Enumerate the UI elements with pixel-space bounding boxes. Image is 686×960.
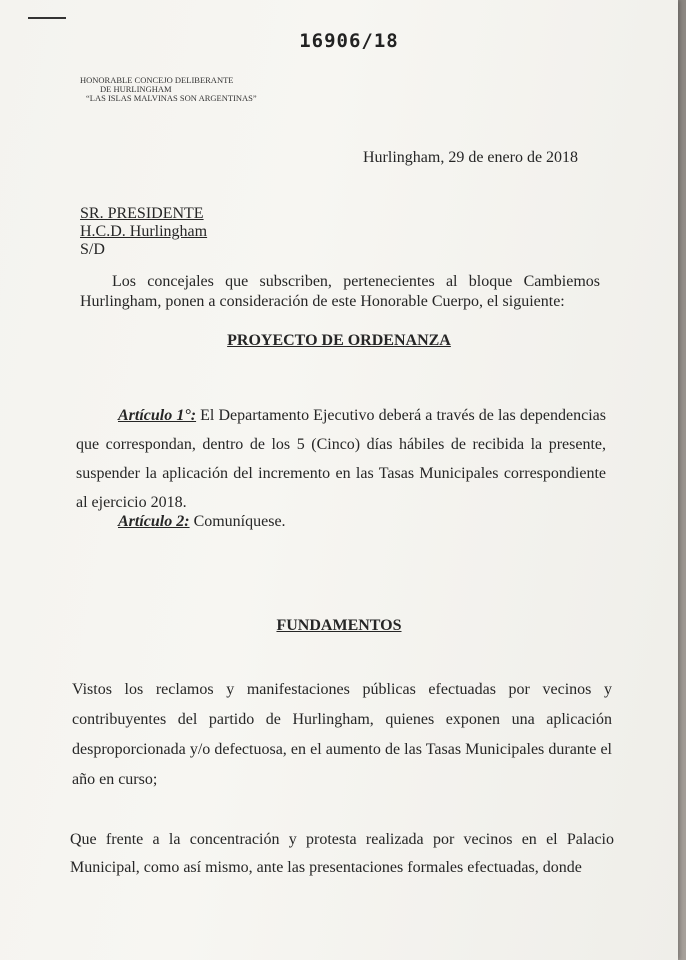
addressee-sd: S/D xyxy=(80,241,105,258)
fundamentos-heading: FUNDAMENTOS xyxy=(276,617,402,634)
article-2-text: Comuníquese. xyxy=(189,513,286,530)
letterhead-line-1: HONORABLE CONCEJO DELIBERANTE xyxy=(80,75,234,85)
letterhead-line-2: DE HURLINGHAM xyxy=(100,84,172,94)
document-date: Hurlingham, 29 de enero de 2018 xyxy=(363,149,579,166)
letterhead xyxy=(80,76,257,103)
addressee-title: SR. PRESIDENTE xyxy=(80,205,204,222)
article-1-text: El Departamento Ejecutivo deberá a través de las dependencias que correspondan, dentro de los 5 (Cinco) días hábiles de recibida la presente, suspender la aplicación del incremento en las Tasas Municipales correspondiente al ejercicio 2018. xyxy=(76,407,606,511)
document-number: 16906/18 xyxy=(299,30,399,52)
addressee-body: H.C.D. Hurlingham xyxy=(80,223,208,240)
article-1-label: Artículo 1°: xyxy=(118,407,197,424)
article-1 xyxy=(76,401,606,517)
article-2-label: Artículo 2: xyxy=(118,513,190,530)
addressee-block xyxy=(80,205,207,259)
intro-paragraph: Los concejales que subscriben, pertenecientes al bloque Cambiemos Hurlingham, ponen a consideración de este Honorable Cuerpo, el siguiente: xyxy=(80,273,600,310)
pen-mark xyxy=(28,17,66,19)
fundamentos-paragraph-1: Vistos los reclamos y manifestaciones públicas efectuadas por vecinos y contribuyentes del partido de Hurlingham, quienes exponen una aplicación desproporcionada y/o defectuosa, en el aumento de las Tasas Municipales durante el año en curso; xyxy=(72,681,612,788)
proyecto-heading: PROYECTO DE ORDENANZA xyxy=(227,332,451,349)
article-2 xyxy=(118,512,286,532)
letterhead-line-3: “LAS ISLAS MALVINAS SON ARGENTINAS” xyxy=(86,93,257,103)
fundamentos-paragraph-2: Que frente a la concentración y protesta realizada por vecinos en el Palacio Municipal, como así mismo, ante las presentaciones formales efectuadas, donde xyxy=(70,831,614,876)
